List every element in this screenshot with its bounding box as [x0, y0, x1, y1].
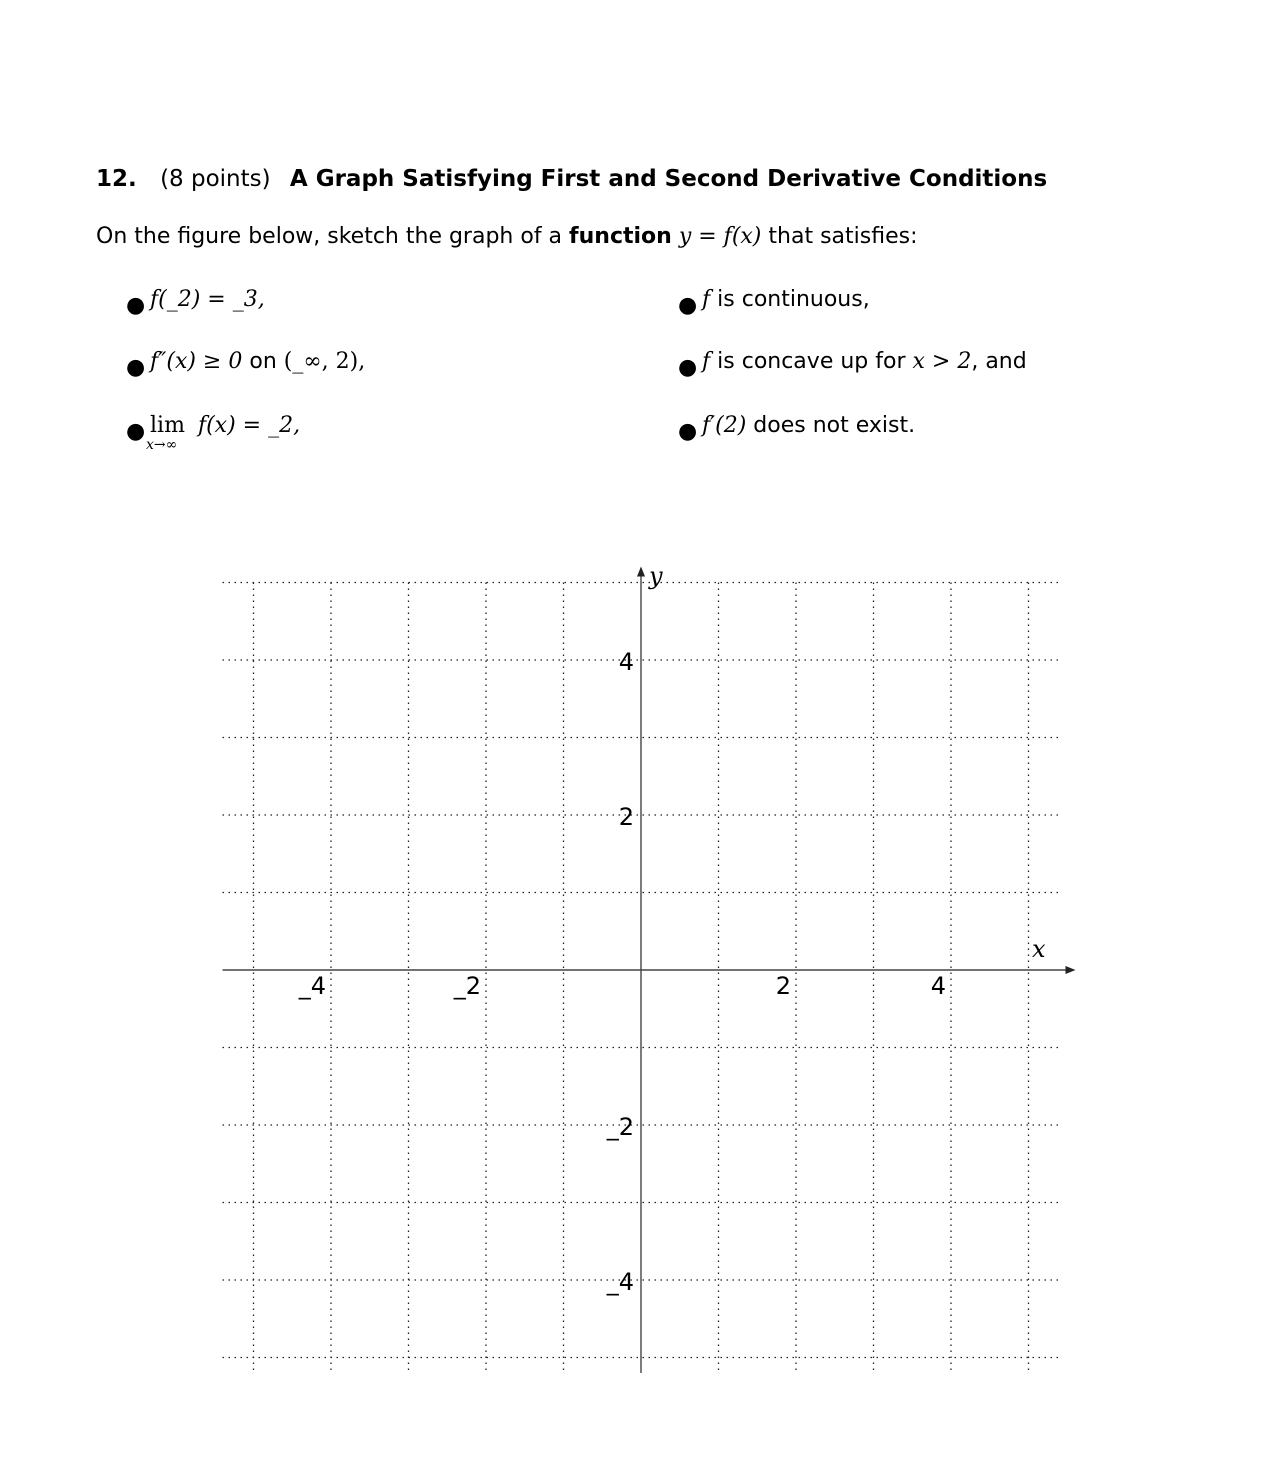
intro-text-end: that satisfies: — [768, 224, 918, 249]
condition-math: x > 2 — [912, 349, 972, 374]
condition-text: , and — [971, 349, 1027, 374]
intro-bold: function — [569, 224, 672, 249]
condition-text: does not exist. — [746, 413, 916, 438]
condition-math: f(_2) = _3, — [150, 287, 265, 312]
problem-number: 12. — [96, 166, 137, 192]
y-tick-label: _4 — [606, 1268, 634, 1296]
x-tick-label: _4 — [298, 972, 326, 1000]
bullet-icon: ● — [126, 355, 146, 380]
x-tick-label: _2 — [453, 972, 481, 1000]
problem-title: A Graph Satisfying First and Second Derivative Conditions — [289, 166, 1048, 192]
x-axis-label: x — [1032, 935, 1046, 963]
tick-labels — [298, 562, 1046, 1296]
bullet-icon: ● — [126, 293, 146, 318]
condition-math: f — [702, 349, 711, 374]
bullet-icon: ● — [678, 419, 698, 444]
condition-math: f(x) = _2, — [197, 413, 301, 438]
intro-text: On the figure below, sketch the graph of a — [96, 224, 563, 249]
limit-text: lim — [150, 413, 185, 438]
bullet-icon: ● — [126, 419, 146, 444]
limit-subscript: x→∞ — [146, 437, 178, 453]
bullet-icon: ● — [678, 355, 698, 380]
condition-math: f″(x) ≥ 0 — [150, 349, 243, 374]
x-tick-label: 2 — [775, 972, 791, 1000]
y-axis-arrow-icon — [637, 567, 645, 577]
y-axis-label: y — [649, 562, 663, 590]
condition-text: is concave up for — [710, 349, 913, 374]
problem-points: (8 points) — [160, 166, 271, 192]
y-tick-label: 4 — [618, 648, 634, 676]
condition-math: f′(2) — [702, 413, 747, 438]
intro-math: y = f(x) — [678, 224, 762, 249]
x-tick-label: 4 — [930, 972, 946, 1000]
x-axis-arrow-icon — [1066, 966, 1076, 974]
condition-text: is continuous, — [710, 287, 870, 312]
condition-math: (_∞, 2), — [283, 349, 366, 374]
axes — [223, 567, 1076, 1374]
condition-text: on — [242, 349, 284, 374]
condition-math: f — [702, 287, 711, 312]
y-tick-label: 2 — [618, 803, 634, 831]
bullet-icon: ● — [678, 293, 698, 318]
y-tick-label: _2 — [606, 1113, 634, 1141]
